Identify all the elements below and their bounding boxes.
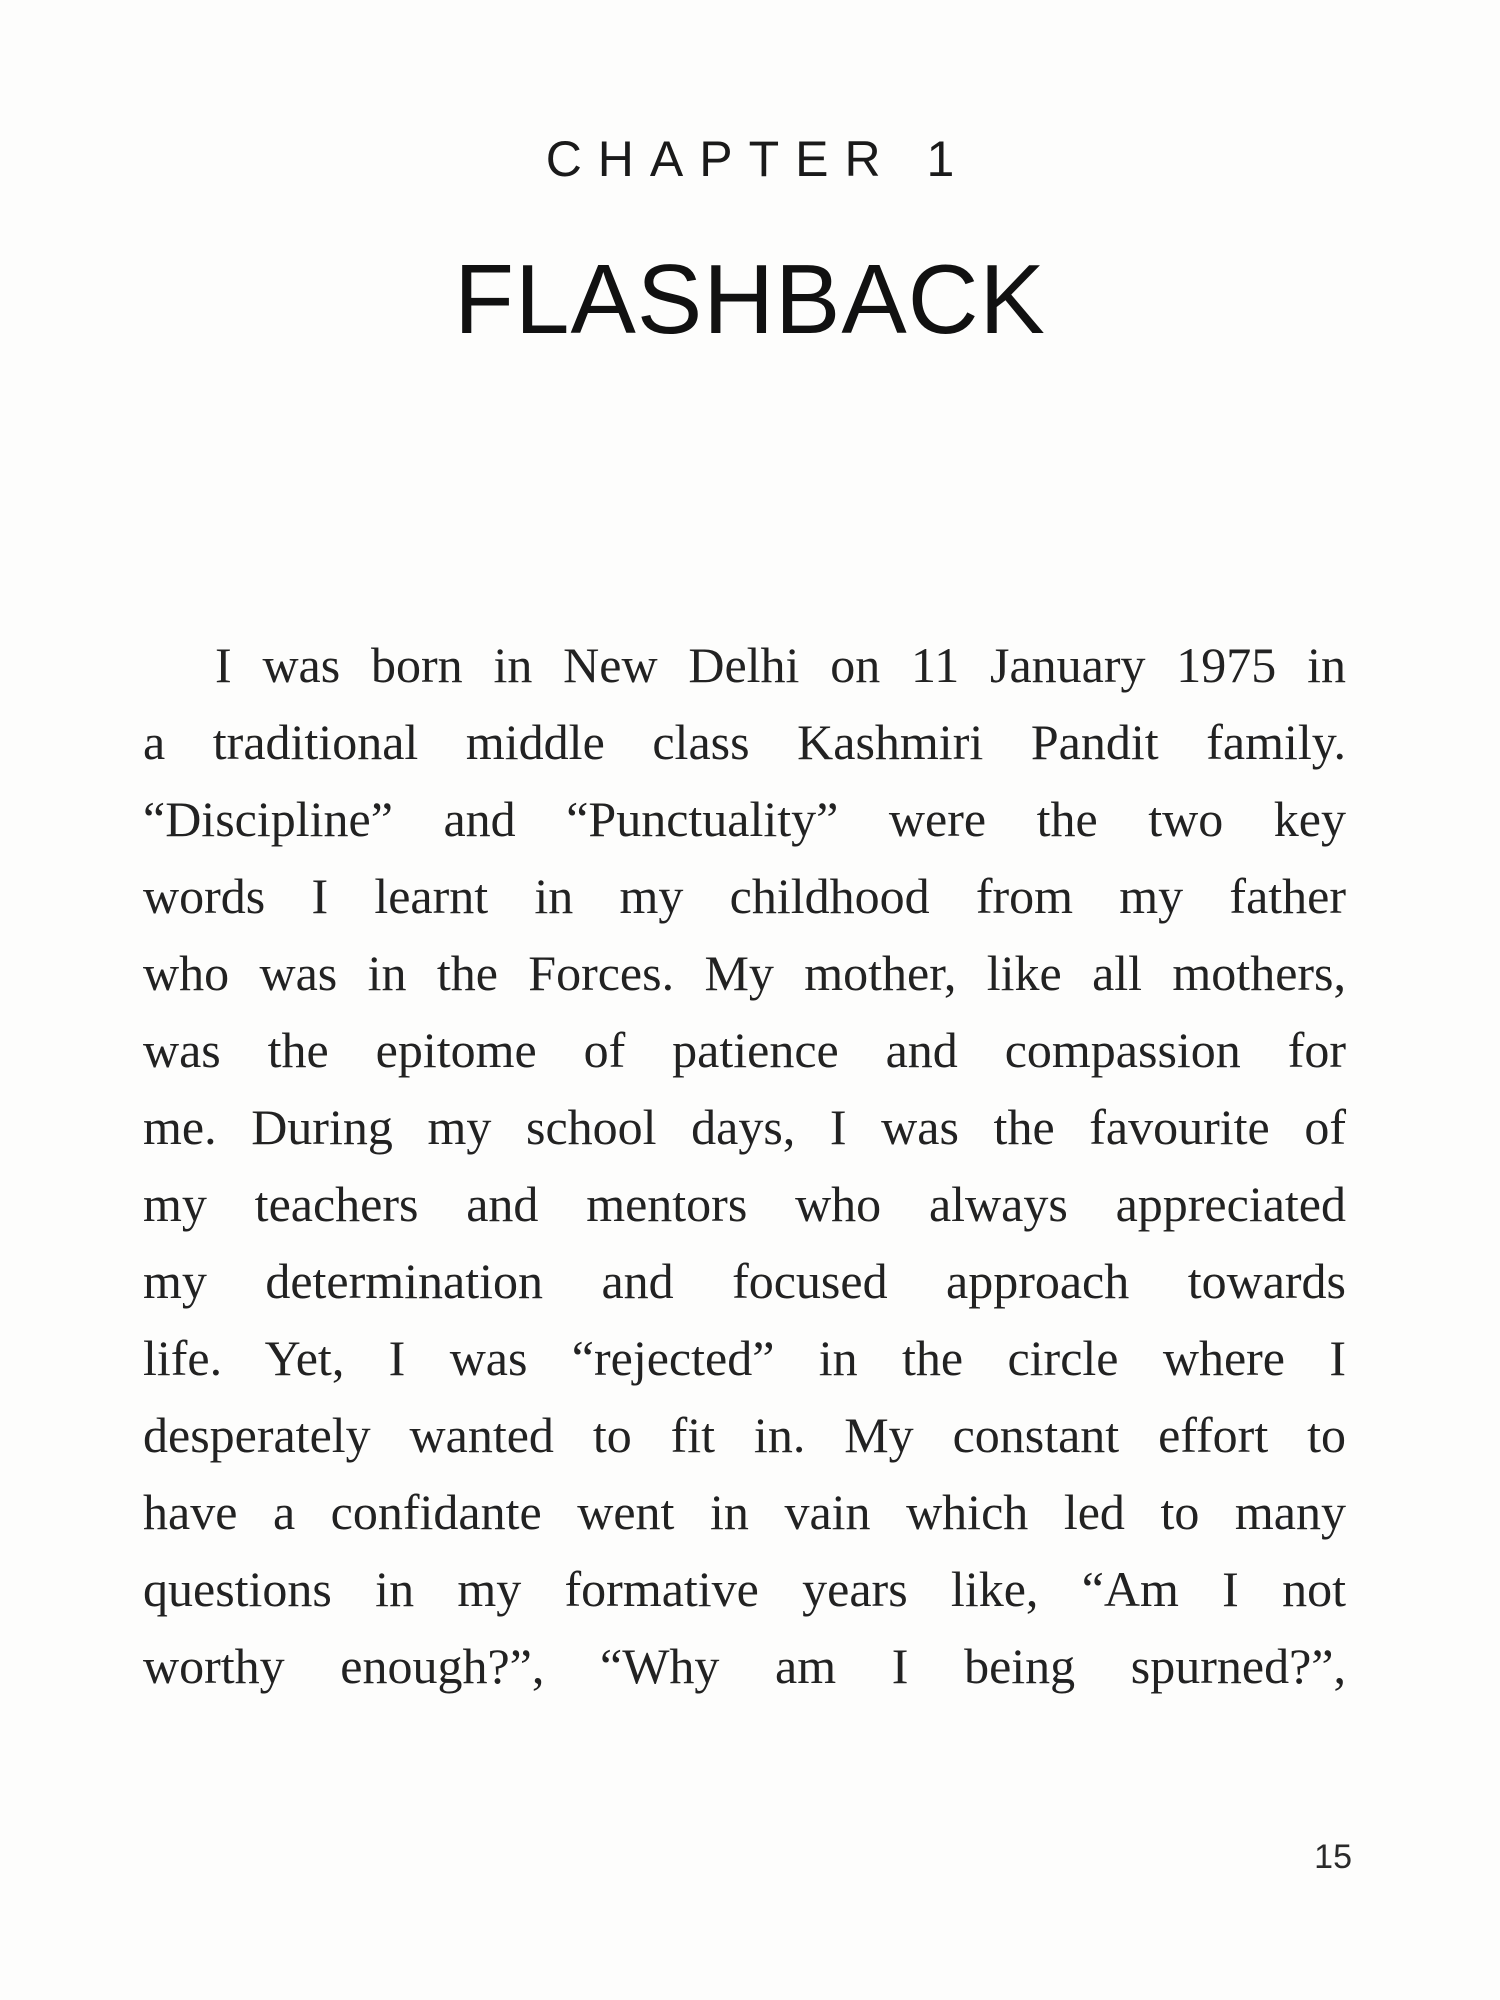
- paragraph-line: worthy enough?”, “Why am I being spurned?”,: [143, 1638, 1346, 1694]
- body-paragraph: [143, 627, 1346, 1705]
- page-number: 15: [1314, 1838, 1352, 1876]
- paragraph-line: life. Yet, I was “rejected” in the circle where I: [143, 1330, 1346, 1386]
- paragraph-line: a traditional middle class Kashmiri Pandit family.: [143, 714, 1346, 770]
- paragraph-line: desperately wanted to fit in. My constant effort to: [143, 1407, 1346, 1463]
- paragraph-line: me. During my school days, I was the favourite of: [143, 1099, 1346, 1155]
- chapter-label: CHAPTER 1: [545, 131, 971, 187]
- paragraph-line: my determination and focused approach towards: [143, 1253, 1346, 1309]
- paragraph-line: I was born in New Delhi on 11 January 1975 in: [215, 637, 1346, 693]
- paragraph-line: my teachers and mentors who always appreciated: [143, 1176, 1346, 1232]
- paragraph-line: words I learnt in my childhood from my father: [143, 868, 1346, 924]
- chapter-title: FLASHBACK: [454, 244, 1046, 354]
- paragraph-line: “Discipline” and “Punctuality” were the two key: [143, 791, 1346, 847]
- paragraph-line: questions in my formative years like, “Am I not: [143, 1561, 1346, 1617]
- paragraph-line: was the epitome of patience and compassion for: [143, 1022, 1346, 1078]
- paragraph-line: who was in the Forces. My mother, like all mothers,: [143, 945, 1346, 1001]
- paragraph-line: have a confidante went in vain which led to many: [143, 1484, 1346, 1540]
